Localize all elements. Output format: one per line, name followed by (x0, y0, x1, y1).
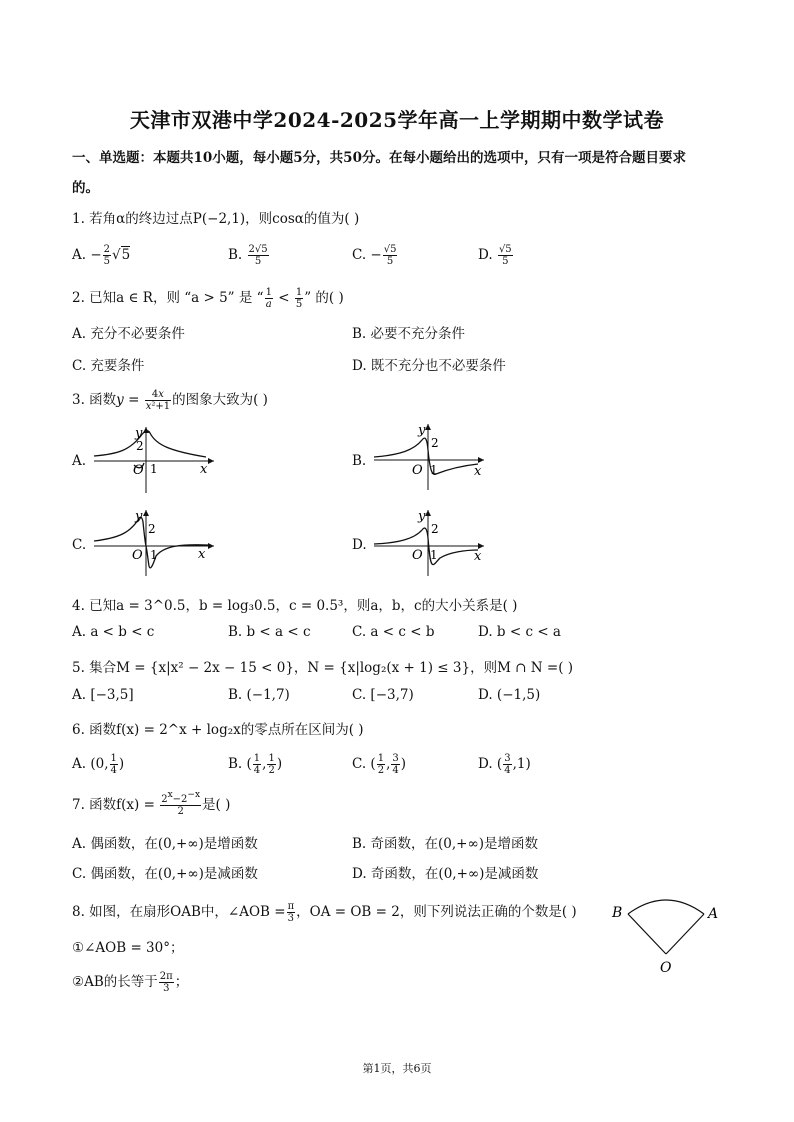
q2-stem: 2. 已知a ∈ R，则 “a > 5” 是 “ $\frac{1}{a}$ < $\frac{1}{5}$ ” 的( ) (72, 287, 344, 310)
q3-stem: 3. 函数y = $\frac{4x}{\text{x²+1}}$ 的图象大致为( ) (72, 389, 268, 412)
sector-label-a: A (708, 906, 719, 922)
q7-stem-post: 是( ) (202, 797, 231, 813)
q4-option-b: B. b < a < c (228, 624, 311, 640)
q6-c-label: C. (352, 756, 367, 772)
q5-option-d: D. (−1,5) (478, 687, 541, 703)
q3-b-tick1: 1 (430, 463, 438, 477)
q3-a-tick2: 2 (136, 439, 144, 453)
q1-option-a: A. − $\frac{2}{5}$ √5 (72, 244, 131, 267)
q3-d-x-label: x (474, 549, 482, 564)
q3-c-tick1: 1 (150, 548, 158, 562)
q3-option-d-label: D. (352, 537, 367, 553)
q2-stem-post: ” 的( ) (304, 290, 344, 306)
q3-stem-pre: 3. 函数 (72, 392, 117, 408)
q4-option-d: D. b < c < a (478, 624, 561, 640)
section-heading-cont: 的。 (72, 180, 99, 196)
q3-option-b-label: B. (352, 453, 367, 469)
q8-item-2: ②AB的长等于 $\frac{2\pi}{3}$ ； (72, 971, 189, 994)
q1-stem-text: 1. 若角α的终边过点P(−2,1)，则cosα的值为( ) (72, 211, 360, 227)
q8-item2-post: ； (174, 974, 189, 990)
q3-a-x-label: x (200, 462, 208, 477)
q3-graph-b (370, 420, 490, 492)
q4-option-a: A. a < b < c (72, 624, 155, 640)
q6-option-b: B. ( $\frac{1}{4}$ , $\frac{1}{2}$ ) (228, 753, 283, 776)
q1-option-d: D. $\frac{√5}{5}$ (478, 244, 512, 267)
q6-d-label: D. (478, 756, 493, 772)
q7-option-b: B. 奇函数，在(0,+∞)是增函数 (352, 836, 538, 852)
q8-item-1: ①∠AOB = 30°； (72, 940, 184, 956)
q5-option-c: C. [−3,7) (352, 687, 414, 703)
q6-a-label: A. (72, 756, 87, 772)
q5-stem: 5. 集合M = {x|x² − 2x − 15 < 0}，N = {x|log₂(x + 1) ≤ 3}，则M ∩ N =( ) (72, 660, 574, 676)
q3-graph-a (90, 423, 220, 495)
q3-a-tick1: 1 (150, 462, 158, 476)
q5-option-b: B. (−1,7) (228, 687, 290, 703)
page-title: 天津市双港中学2024-2025学年高一上学期期中数学试卷 (129, 108, 665, 132)
q2-option-d: D. 既不充分也不必要条件 (352, 358, 506, 374)
q2-stem-pre: 2. 已知a ∈ R，则 “a > 5” 是 “ (72, 290, 264, 306)
q7-option-a: A. 偶函数，在(0,+∞)是增函数 (72, 836, 258, 852)
q7-option-c: C. 偶函数，在(0,+∞)是减函数 (72, 866, 258, 882)
q3-d-y-label: y (418, 509, 426, 524)
q4-option-c: C. a < c < b (352, 624, 435, 640)
q6-stem: 6. 函数f(x) = 2^x + log₂x的零点所在区间为( ) (72, 722, 364, 738)
q8-item2-pre: ②AB的长等于 (72, 974, 158, 990)
q2-option-a: A. 充分不必要条件 (72, 326, 185, 342)
q3-d-origin: O (412, 548, 423, 563)
q3-graph-c (90, 506, 220, 578)
q1-stem (72, 207, 359, 227)
q1-c-label: C. (352, 247, 367, 263)
q1-option-b: B. $\frac{2√5}{5}$ (228, 244, 268, 267)
q3-b-x-label: x (474, 464, 482, 479)
sector-label-o: O (660, 960, 672, 976)
q3-a-origin: O (133, 463, 144, 478)
q3-c-tick2: 2 (148, 522, 156, 536)
sector-diagram (600, 888, 730, 976)
q8-stem-post: ，OA = OB = 2，则下列说法正确的个数是( ) (296, 904, 577, 920)
section-heading: 一、单选题：本题共10小题，每小题5分，共50分。在每小题给出的选项中，只有一项是符合题目要求 (72, 150, 686, 166)
q3-c-y-label: y (135, 509, 143, 524)
q3-d-tick1: 1 (430, 548, 438, 562)
q1-a-label: A. (72, 247, 87, 263)
q5-option-a: A. [−3,5] (72, 687, 134, 703)
q1-d-label: D. (478, 247, 493, 263)
q3-option-c-label: C. (72, 537, 87, 553)
q6-option-d: D. ( $\frac{3}{4}$ ,1) (478, 753, 531, 776)
q3-c-origin: O (132, 548, 143, 563)
q3-a-y-label: y (135, 426, 143, 441)
q3-b-origin: O (412, 463, 423, 478)
page-footer: 第1页，共6页 (362, 1062, 432, 1075)
q8-stem: 8. 如图，在扇形OAB中，∠AOB = $\frac{\pi}{3}$ ，OA = OB = 2，则下列说法正确的个数是( ) (72, 901, 577, 924)
q1-option-c: C. − $\frac{√5}{5}$ (352, 244, 397, 267)
q3-d-tick2: 2 (431, 522, 439, 536)
q3-stem-post: 的图象大致为( ) (172, 392, 268, 408)
q6-option-a: A. (0, $\frac{1}{4}$ ) (72, 753, 125, 776)
q1-b-label: B. (228, 247, 243, 263)
q3-b-tick2: 2 (431, 436, 439, 450)
q6-b-label: B. (228, 756, 243, 772)
q8-stem-pre: 8. 如图，在扇形OAB中，∠AOB = (72, 904, 286, 920)
q2-option-b: B. 必要不充分条件 (352, 326, 466, 342)
q3-option-a-label: A. (72, 453, 87, 469)
q3-graph-d (370, 506, 490, 578)
q3-b-y-label: y (418, 423, 426, 438)
q7-option-d: D. 奇函数，在(0,+∞)是减函数 (352, 866, 539, 882)
sector-label-b: B (612, 905, 623, 921)
q4-stem: 4. 已知a = 3^0.5，b = log₃0.5，c = 0.5³，则a，b，c的大小关系是( ) (72, 598, 518, 614)
q2-option-c: C. 充要条件 (72, 358, 145, 374)
q6-option-c: C. ( $\frac{1}{2}$ , $\frac{3}{4}$ ) (352, 753, 407, 776)
q3-c-x-label: x (198, 547, 206, 562)
q7-stem-pre: 7. 函数f(x) = (72, 797, 155, 813)
q7-stem: 7. 函数f(x) = $\frac{2^x-2^{-x}}{2}$ 是( ) (72, 790, 231, 817)
